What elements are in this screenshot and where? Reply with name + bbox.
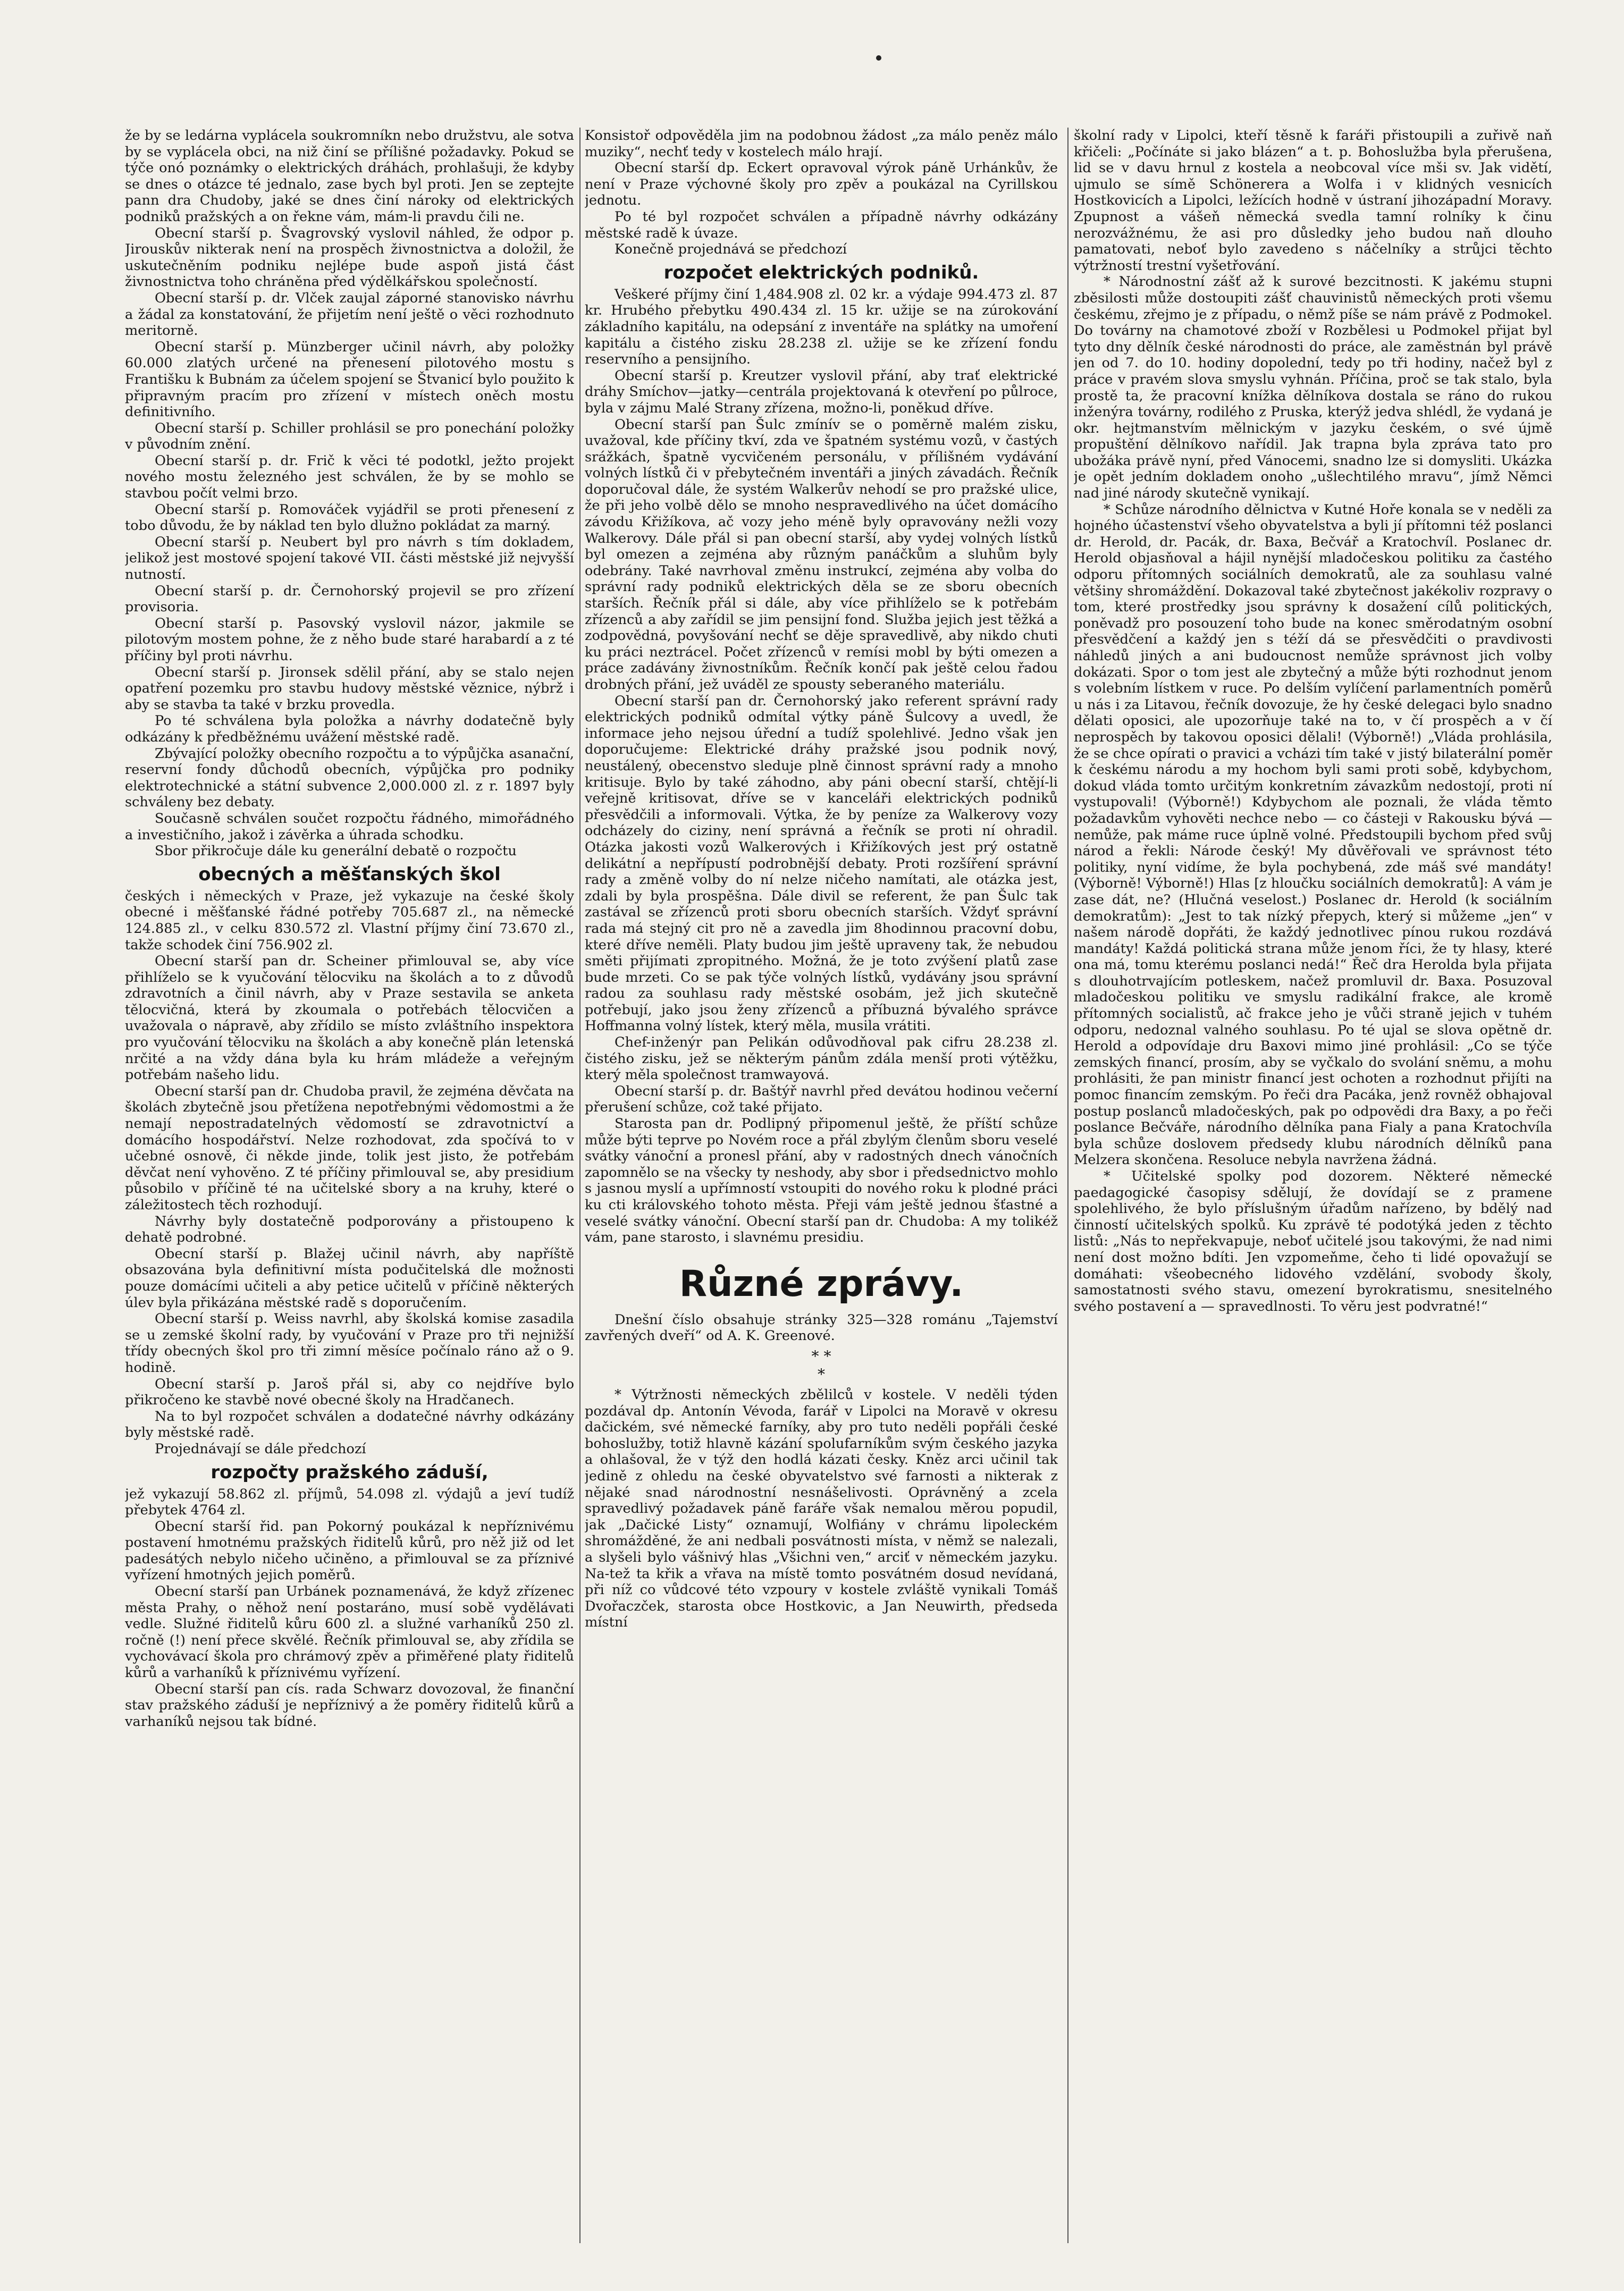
column-middle [585, 128, 1058, 2243]
paragraph: Obecní starší pan dr. Černohorský jako referent správní rady elektrických podniků odmítal výtky páně Šulcovy a uvedl, že informace jeho nejsou úřední a tudíž spolehlivé. Jedno však jen doporučujeme: Elektrické dráhy pražské jsou podnik nový, neustálený, obecenstvo sleduje plně činnost správní rady a mnoho kritisuje. Bylo by také záhodno, aby páni obecní starší, chtějí-li veřejně kritisovat, dříve se v kanceláři elektrických podniků přesvědčili a informovali. Výtka, že by peníze za Walkerovy vozy odcházely do ciziny, není správná a řečník se proti ní ohradil. Otázka jakosti vozů Walkerových i Křižíkových jest prý ostatně delikátní a nepřípustí podrobnější debaty. Proti rozšíření správní rady a změně volby do ní nelze ničeho namítati, ale otázka jest, zdali by byla prospěšna. Dále divil se referent, že pan Šulc tak zastával se zřízenců proti sboru obecních starších. Vždyť správní rada má stejný cit pro ně a zavedla jim 8hodinnou pracovní dobu, které dříve neměli. Platy budou jim ještě upraveny tak, že nebudou směti přijímati zpropitného. Možná, že je toto zvýšení platů zase bude mrzeti. Co se pak týče volných lístků, vydávány jsou správní radou za souhlasu rady městské osobám, jež jich skutečně potřebují, jako jsou ženy zřízenců a příbuzná bývalého správce Hoffmanna volný lístek, který měla, musila vrátiti. [585, 693, 1058, 1034]
paragraph: Obecní starší pan cís. rada Schwarz dovozoval, že finanční stav pražského záduší je nepříznivý a že poměry řiditelů kůrů a varhaníků nejsou tak bídné. [125, 1681, 574, 1730]
paragraph: Obecní starší p. dr. Vlček zaujal záporné stanovisko návrhu a žádal za konstatování, že přijetím není ještě o věci rozhodnuto meritorně. [125, 290, 574, 339]
paragraph: Dnešní číslo obsahuje stránky 325—328 románu „Tajemství zavřených dveří“ od A. K. Greenové. [585, 1311, 1058, 1344]
paragraph: Chef-inženýr pan Pelikán odůvodňoval pak cifru 28.238 zl. čistého zisku, jež se některým pánům zdála menší proti výtěžku, který měla společnost tramwayová. [585, 1034, 1058, 1083]
paragraph: že by se ledárna vyplácela soukromníkn nebo družstvu, ale sotva by se vyplácela obci, na niž činí se přílišné požadavky. Pokud se týče onó poznámky o elektrických dráhách, prohlašuji, že kdyby se dnes o otázce té jednalo, zase bych byl proti. Jen se zeptejte pann dra Chudoby, jaké se dnes činí nároky od elektrických podniků pražských a on řekne vám, mám-li pravdu čili ne. [125, 128, 574, 225]
paragraph: * Učitelské spolky pod dozorem. Některé německé paedagogické časopisy sdělují, že dovídají se z pramene spolehlivého, že bylo příslušným úřadům nařízeno, by bdělý nad činností učitelských spolků. Ku zprávě té podotýká jeden z těchto listů: „Nás to nepřekvapuje, neboť učitelé jsou takovými, že nad nimi není dost možno bdíti. Jen vzpomeňme, čeho ti lidé opovažují se domáhati: všeobecného lidového vzdělání, svobody školy, samostatnosti svého stavu, omezení byrokratismu, snesitelného svého postavení a — spravedlnosti. To věru jest podvratné!“ [1074, 1168, 1552, 1315]
paragraph: Obecní starší p. Kreutzer vyslovil přání, aby trať elektrické dráhy Smíchov—jatky—centrála projektovaná k otevření po půlroce, byla v zájmu Malé Strany zřízena, možno-li, poněkud dříve. [585, 367, 1058, 416]
paragraph: Obecní starší pan Urbánek poznamenává, že když zřízenec města Prahy, o něhož není postaráno, musí sobě vydělávati vedle. Služné řiditelů kůru 600 zl. a služné varhaníků 250 zl. ročně (!) není přece skvělé. Řečník přimlouval se, aby zřídila se vychovávací škola pro chrámový zpěv a přiměřené platy řiditelů kůrů a varhaníků k příznivému vyřízení. [125, 1584, 574, 1681]
column-rule-left [579, 128, 580, 2243]
paragraph: Obecní starší pan dr. Chudoba pravil, že zejména děvčata na školách zbytečně jsou přetížena nepotřebnými vědomostmi a že nemají nepostradatelných vědomostí se zdravotnictví a domácího hospodářství. Nelze rozhodovat, zda spočívá to v učebné osnově, či někde jinde, tolik jest jisto, že potřebám děvčat není vyhověno. Z té příčiny přimlouval se, aby presidium působilo v příčině té na učitelské sbory a na kruhy, které o záležitostech těch rozhodují. [125, 1083, 574, 1213]
paragraph: jež vykazují 58.862 zl. příjmů, 54.098 zl. výdajů a jeví tudíž přebytek 4764 zl. [125, 1486, 574, 1519]
paragraph: Obecní starší pan Šulc zmínív se o poměrně malém zisku, uvažoval, kde příčiny tkví, zda ve špatném systému vozů, v častých srážkách, špatně vycvičeném personálu, v přílišném vydávání volných lístků či v přebytečném inventáři a jiných závadách. Řečník doporučoval dále, že systém Walkerův nehodí se pro pražské ulice, že při jeho volbě dělo se mnoho nespravedlivého na účet domácího závodu Křižíkova, ač vozy jeho méně byly opravovány nežli vozy Walkerovy. Dále přál si pan obecní starší, aby vydej volných lístků byl omezen a zejména aby různým panáčkům a sluhům byly odebrány. Také navrhoval změnu instrukcí, zejména aby volba do správní rady podniků elektrických děla se ze sboru obecních starších. Řečník přál si dále, aby více přihlíželo se k potřebám zřízenců a aby zařídil se jim pensijní fond. Služba jejich jest těžká a zodpovědná, povyšování nechť se děje spravedlivě, aby nikdo chuti ku práci neztrácel. Počet zřízenců v remísi mobl by býti omezen a práce zadávány živnostníkům. Řečník končí pak ještě celou řadou drobných přání, jež uváděl ze spousty seberaného materiálu. [585, 416, 1058, 693]
paragraph: Projednávají se dále předchozí [155, 1441, 366, 1457]
paragraph: Obecní starší p. Schiller prohlásil se pro ponechání položky v původním znění. [125, 420, 574, 453]
paragraph: Starosta pan dr. Podlipný připomenul ještě, že příští schůze může býti teprve po Novém roce a přál zbylým členům sboru veselé svátky vánoční a pronesl přání, aby v radostných dnech vánočních zapomnělo se na všecky ty neshody, aby sbor i předsednictvo mohlo s jasnou myslí a upřímností vstoupiti do nového roku k plodné práci ku cti královského tohoto města. Přeji vám ještě jednou šťastné a veselé svátky vánoční. Obecní starší pan dr. Chudoba: A my tolikéž vám, pane starosto, i slavnému presidiu. [585, 1116, 1058, 1246]
paragraph: Po té schválena byla položka a návrhy dodatečně byly odkázány k předběžnému uvážení městské radě. [125, 713, 574, 745]
paragraph: Návrhy byly dostatečně podporovány a přistoupeno k dehatě podrobné. [125, 1213, 574, 1246]
paragraph: českých i německých v Praze, jež vykazuje na české školy obecné i měšťanské řádné potřeby 705.687 zl., na německé 124.885 zl., v celku 830.572 zl. Vlastní příjmy činí 73.670 zl., takže schodek činí 756.902 zl. [125, 888, 574, 953]
column-left [125, 128, 574, 2243]
paragraph: Obecní starší p. Švagrovský vyslovil náhled, že odpor p. Jirouskův nikterak není na prospěch živnostnictva a doložil, že uskutečněním podniku nejlépe bude aspoň jistá část živnostnictva toho chráněna před výdělkářskou společností. [125, 225, 574, 290]
paragraph: Veškeré příjmy činí 1,484.908 zl. 02 kr. a výdaje 994.473 zl. 87 kr. Hrubého přebytku 490.434 zl. 15 kr. užije se na zúrokování základního kapitálu, na odepsání z inventáře na splátky na umoření kapitálu a čistého zisku 28.238 zl. užije se ke zřízení fondu reservního a pensijního. [585, 286, 1058, 368]
paragraph: Obecní starší p. dr. Černohorský projevil se pro zřízení provisoria. [125, 583, 574, 616]
section-heading-churches: rozpočty pražského záduší, [211, 1461, 489, 1483]
asterism: * * * [811, 1347, 831, 1383]
paragraph: Obecní starší p. Pasovský vyslovil názor, jakmile se pilotovým mostem pohne, že z něho bude staré harabardí a z té příčiny byl proti návrhu. [125, 615, 574, 664]
paragraph: Obecní starší pan dr. Scheiner přimlouval se, aby více přihlíželo se k vyučování tělocviku na školách a to z důvodů zdravotních a činil návrh, aby v Praze sestavila se anketa tělocvičná, která by zkoumala o potřebách tělocvičen a uvažovala o nápravě, aby zřídilo se místo zvláštního inspektora pro vyučování tělocviku na školách a aby konečně plán letenská nrčité a na vždy dána byla ku hrám mládeže a veřejným potřebám našeho lidu. [125, 953, 574, 1083]
paragraph: Sbor přikročuje dále ku generální debatě o rozpočtu [155, 843, 517, 860]
paragraph: Po té byl rozpočet schválen a případně návrhy odkázány městské radě k úvaze. [585, 208, 1058, 241]
paragraph: Zbývající položky obecního rozpočtu a to výpůjčka asanační, reservní fondy důchodů obecních, výpůjčka pro podniky elektrotechnické a státní subvence 2,000.000 zl. z r. 1897 byly schváleny bez debaty. [125, 745, 574, 811]
paragraph: Konsistoř odpověděla jim na podobnou žádost „za málo peněz málo muziky“, nechť tedy v kostelech málo hrají. [585, 128, 1058, 160]
section-heading-electric: rozpočet elektrických podniků. [663, 262, 979, 283]
paragraph: Obecní starší p. Weiss navrhl, aby školská komise zasadila se u zemské školní rady, by vyučování v Praze pro tři nejnižší třídy obecných škol pro tři zimní měsíce počínalo ráno až o 9. hodině. [125, 1311, 574, 1376]
paragraph: Obecní starší dp. Eckert opravoval výrok páně Urhánkův, že není v Praze výchovné školy pro zpěv a poukázal na Cyrillskou jednotu. [585, 160, 1058, 209]
paragraph: Konečně projednává se předchozí [615, 241, 847, 258]
paragraph: Obecní starší p. Neubert byl pro návrh s tím dokladem, jelikož jest mostové spojení takové VII. části městské již nejvyšší nutností. [125, 534, 574, 583]
paragraph: Obecní starší p. dr. Baštýř navrhl před devátou hodinou večerní přerušení schůze, což také přijato. [585, 1083, 1058, 1116]
section-heading-schools: obecných a měšťanských škol [198, 863, 501, 885]
paragraph: Obecní starší řid. pan Pokorný poukázal k nepříznivému postavení hmotnému pražských řiditelů kůrů, pro něž již od let padesátých nebylo ničeho učiněno, a přimlouval se za příznivé vyřízení hmotných jejich poměrů. [125, 1518, 574, 1584]
paragraph: Obecní starší p. dr. Frič k věci té podotkl, ježto projekt nového mostu železného jest schválen, že by se mohlo se stavbou počít velmi brzo. [125, 452, 574, 502]
section-heading-news: Různé zprávy. [679, 1262, 964, 1305]
paragraph: Obecní starší p. Jaroš přál si, aby co nejdříve bylo přikročeno ke stavbě nové obecné školy na Hradčanech. [125, 1376, 574, 1409]
column-right [1074, 128, 1552, 2243]
paragraph: Obecní starší p. Jironsek sdělil přání, aby se stalo nejen opatření pozemku pro stavbu hudovy městské věznice, nýbrž i aby se stavba ta také v brzku provedla. [125, 664, 574, 713]
paragraph: Obecní starší p. Münzberger učinil návrh, aby položky 60.000 zlatých určené na přenesení pilotového mostu s Františku k Bubnám za účelem spojení se Štvanicí bylo použito k připravným pracím pro zřízení v místech oněch mostu definitivního. [125, 339, 574, 420]
paragraph: školní rady v Lipolci, kteří těsně k faráři přistoupili a zuřivě naň křičeli: „Počínáte si jako blázen“ a t. p. Bohoslužba byla přerušena, lid se v davu hrnul z kostela a neobcoval více mši sv. Jak vidětí, ujmulo se símě Schönerera a Wolfa i v klidných vesnicích Hostkovicích a Lipolci, ležících hodně v ústraní jihozápadní Moravy. Zpupnost a vášeň německá svedla tamní rolníky k činu nerozvážnému, že asi pro důsledky jeho budou naň dlouho pamatovati, neboť bylo zavedeno s náčelníky a strůjci těchto výtržností trestní vyšetřování. [1074, 128, 1552, 274]
paragraph: * Výtržnosti německých zbělilců v kostele. V neděli týden pozdával dp. Antonín Vévoda, farář v Lipolci na Moravě v okresu dačickém, své německé farníky, aby pro tuto neděli popřáli české bohoslužby, totiž hlavně kázání spolufarníkům svým českého jazyka a ohlašoval, že v týž den hodlá kázati česky. Kněz arci učinil tak jedině z ohledu na české obyvatelstvo své farnosti a nikterak z nějaké snad národnostní nesnášelivosti. Oprávněný a zcela spravedlivý požadavek páně faráře však nemalou měrou popudil, jak „Dačické Listy“ oznamují, Wolfiány v chrámu lipoleckém shromážděné, že ani nedbali posvátnosti místa, v němž se nalezali, a slyšeli bylo vášnivý hlas „Všichni ven,“ arciť v německém jazyku. Na-tež ta křik a vřava na místě tomto posvátném dosud nevídaná, při níž co vůdcové této vzpoury v kostele zvláště vynikali Tomáš Dvořaczček, starosta obce Hostkovic, a Jan Neuwirth, předseda místní [585, 1386, 1058, 1631]
paragraph: Současně schválen součet rozpočtu řádného, mimořádného a investičního, jakož i závěrka a úhrada schodku. [125, 810, 574, 843]
paragraph: Na to byl rozpočet schválen a dodatečné návrhy odkázány byly městské radě. [125, 1408, 574, 1441]
paragraph: * Schůze národního dělnictva v Kutné Hoře konala se v neděli za hojného účastenství všeho obyvatelstva a byli jí přítomni též poslanci dr. Herold, dr. Pacák, dr. Baxa, Bečvář a Kratochvíl. Poslanec dr. Herold objasňoval a hájil nynější mladočeskou politiku za častého odporu přítomných sociálních demokratů, ale za souhlasu valné většiny shromáždění. Dokazoval také zbytečnost jakékoliv rozpravy o tom, které prostředky jsou správny k dosažení cílů politických, poněvadž pro posouzení toho bude na konec směrodatným osobní přesvědčení a každý jen s téží dá se přesvědčiti o pravdivosti náhledů jiných a ani budoucnost nemůže správnost jich volby dokázati. Spor o tom jest ale zbytečný a může býti rozhodnut jenom s volebním lístkem v ruce. Po delším vylíčení parlamentních poměrů u nás i za Litavou, řečník dovozuje, že hy české delegaci bylo snadno dělati oposici, ale upozorňuje také na to, v čí prospěch a v čí neprospěch by takovou oposici dělali! (Výborně!) „Vláda prohlásila, že se chce opírati o pravici a vcházi tím také v jistý bilaterální poměr k českému národu a my hochom byli sami proti sobě, kdybychom, dokud vláda tomto určitým konkretním závazkům nedostojí, proti ní vystupovali! (Výborně!) Kdybychom ale poznali, že vláda těmto požadavkům vyhověti nechce nebo — co částeji v Rakousku bývá — nemůže, pak máme ruce úplně volné. Předstoupili bychom před svůj národ a řekli: Národe český! My důvěřovali ve správnost této politiky, nyní vidíme, že byla pochybená, zde máš své mandáty! (Výborně! Výborně!) Hlas [z hloučku sociálních demokratů]: A vám je zase dát, ne? (Hlučná veselost.) Poslanec dr. Herold (k sociálním demokratům): „Jest to tak nízký přepych, který si můžeme „jen“ v našem národě dopřáti, že každý jednotlivec pínou rukou rozdává mandáty! Každá politická strana může jenom říci, že ty hlasy, které ona má, tomu kterému poslanci nedá!“ Řeč dra Herolda byla přijata s dlouhotrvajícím potleskem, načež promluvil dr. Baxa. Posuzoval mladočeskou politiku ve smyslu radikální frakce, ale kromě přítomných socialistů, ač frakce jeho je vůči straně jejich v tuhém odporu, nedoznal valného souhlasu. Po té ujal se slova opětně dr. Herold a odpovídaje dru Baxovi mimo jiné prohlásil: „Co se týče zemských financí, prosím, aby se vyčkalo do svolání sněmu, a mohu prohlásiti, že pan ministr financí jest ochoten a rozhodnut přijíti na pomoc financím zemským. Po řeči dra Pacáka, jenž rovněž obhajoval postup poslanců mladočeských, pak po odpovědi dra Baxy, a po řeči poslance Bečváře, národního dělníka pana Fialy a pana Kratochvíla byla schůze doslovem předsedy klubu národních dělníků pana Melzera skončena. Resoluce nebyla navržena žádná. [1074, 501, 1552, 1168]
page-dot-mark [876, 55, 881, 61]
column-rule-right [1067, 128, 1068, 2243]
paragraph: Obecní starší p. Romováček vyjádřil se proti přenesení z tobo důvodu, že by náklad ten bylo dlužno pokládat za marný. [125, 501, 574, 534]
paragraph: Obecní starší p. Blažej učinil návrh, aby napříště obsazována byla definitivní místa podučitelská dle možnosti pouze domácími učiteli a aby petice učitelů v příčině některých úlev byla přikázána městské radě s doporučením. [125, 1245, 574, 1311]
paragraph: * Národnostní zášť až k surové bezcitnosti. K jakému stupni zběsilosti může dostoupiti zášť chauvinistů německých proti všemu českému, zřejmo je z případu, o němž píše se nám právě z Podmokel. Do továrny na chamotové zboží v Rozbělesi u Podmokel přijat byl tyto dny dělník české národnosti do práce, ale zaměstnán byl právě jen od 7. do 10. hodiny dopolední, tedy po tři hodiny, načež byl z práce v pravém slova smyslu vyhnán. Příčina, proč se tak stalo, byla prostě ta, že pracovní knížka dělníkova dostala se ráno do rukou inženýra továrny, rodilého z Pruska, kterýž jedva shlédl, že vydaná je okr. hejtmanstvím mělnickým v jazyku českém, o své újmě propuštění dělníkovo nařídil. Jak trapna byla zpráva tato pro ubožáka právě nyní, před Vánocemi, snadno lze si domysliti. Ukázka je opět jedním dokladem onoho „ušlechtilého mravu“, jímž Němci nad jiné národy skutečně vynikají. [1074, 274, 1552, 502]
